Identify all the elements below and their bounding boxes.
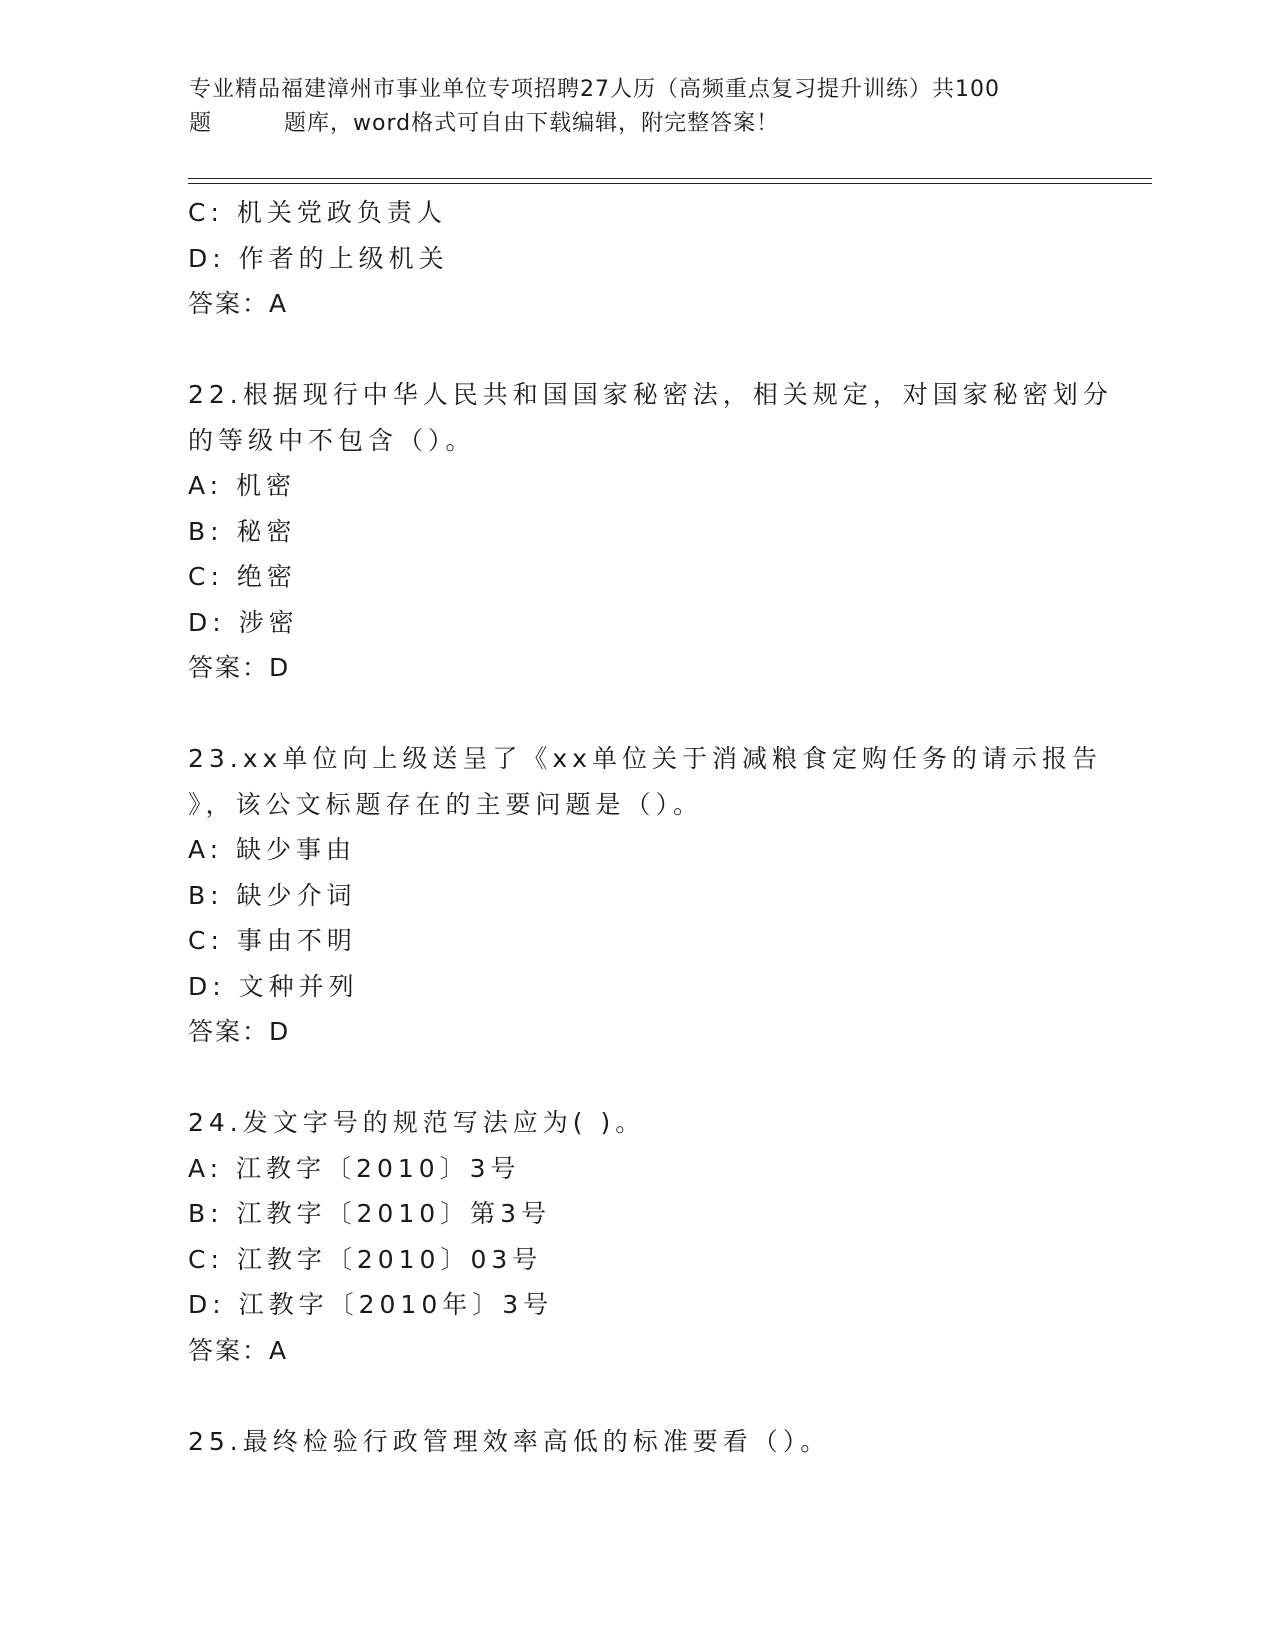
option-line: B: 缺少介词 bbox=[188, 880, 357, 910]
question-stem-22: 22.根据现行中华人民共和国国家秘密法，相关规定，对国家秘密划分 bbox=[188, 380, 1113, 409]
option-line: D: 作者的上级机关 bbox=[188, 243, 449, 273]
option-line: A: 缺少事由 bbox=[188, 835, 357, 864]
question-stem-22-cont: 的等级中不包含（）。 bbox=[188, 425, 476, 455]
option-line: C: 江教字〔2010〕03号 bbox=[188, 1244, 543, 1274]
option-line: D: 涉密 bbox=[188, 607, 299, 637]
question-stem-23-cont: 》，该公文标题存在的主要问题是（）。 bbox=[188, 789, 704, 819]
header-title-line-2-rest: 题库，word格式可自由下载编辑，附完整答案！ bbox=[284, 111, 780, 136]
question-stem-23: 23.xx单位向上级送呈了《xx单位关于消减粮食定购任务的请示报告 bbox=[188, 744, 1102, 773]
answer-line: 答案：A bbox=[188, 1335, 289, 1365]
question-stem-24: 24.发文字号的规范写法应为( )。 bbox=[188, 1108, 646, 1137]
option-line: A: 江教字〔2010〕3号 bbox=[188, 1153, 521, 1183]
answer-line: 答案：D bbox=[188, 1017, 291, 1046]
question-content bbox=[188, 190, 1113, 1464]
option-line: B: 江教字〔2010〕第3号 bbox=[188, 1199, 552, 1228]
option-line: C: 事由不明 bbox=[188, 926, 357, 955]
page-header bbox=[189, 73, 1089, 141]
option-line: C: 绝密 bbox=[188, 562, 297, 591]
answer-line: 答案：A bbox=[188, 289, 289, 318]
option-line: D: 江教字〔2010年〕3号 bbox=[188, 1290, 554, 1319]
option-line: A: 机密 bbox=[188, 471, 297, 500]
header-title-line-1: 专业精品福建漳州市事业单位专项招聘27人历（高频重点复习提升训练）共100 bbox=[189, 77, 1000, 102]
option-line: C: 机关党政负责人 bbox=[188, 198, 447, 227]
header-title-line-2 bbox=[189, 107, 1089, 141]
header-rule-top bbox=[188, 178, 1152, 179]
header-rule-bottom bbox=[188, 183, 1152, 184]
option-line: B: 秘密 bbox=[188, 516, 297, 546]
question-stem-25: 25.最终检验行政管理效率高低的标准要看（）。 bbox=[188, 1426, 831, 1456]
option-line: D: 文种并列 bbox=[188, 971, 359, 1001]
header-title-line-2-start: 题 bbox=[189, 111, 213, 136]
answer-line: 答案：D bbox=[188, 653, 291, 682]
